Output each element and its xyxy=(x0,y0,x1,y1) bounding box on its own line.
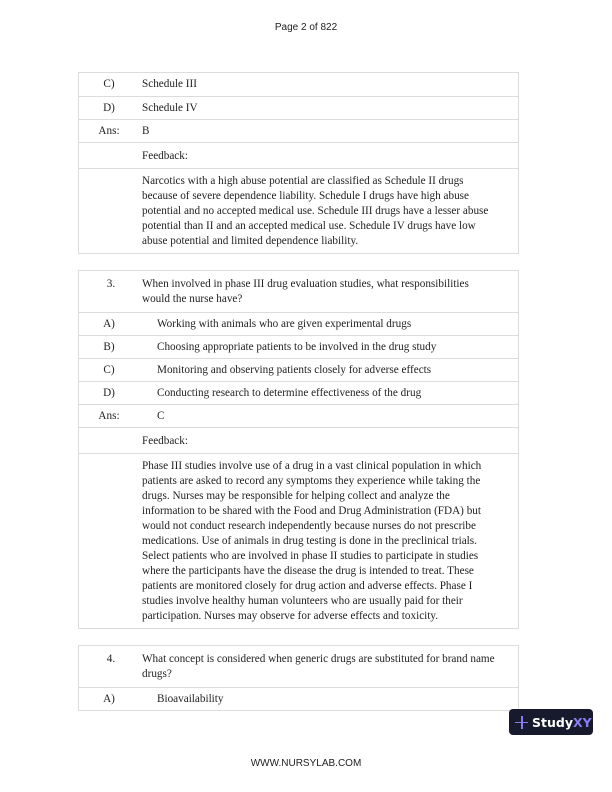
option-row-b xyxy=(79,335,518,358)
feedback-label-row xyxy=(79,427,518,453)
answer-label: Ans: xyxy=(98,410,120,422)
answer-row xyxy=(79,119,518,142)
badge-suffix: XY xyxy=(572,714,592,730)
question-row xyxy=(79,646,518,687)
option-text: Choosing appropriate patients to be involved in the drug study xyxy=(157,341,437,353)
option-label: C) xyxy=(103,78,115,90)
plus-icon xyxy=(515,716,528,729)
option-row-c xyxy=(79,358,518,381)
option-label: D) xyxy=(103,102,115,114)
studyxy-badge[interactable] xyxy=(509,709,593,735)
feedback-label: Feedback: xyxy=(142,435,188,447)
option-label: B) xyxy=(103,341,115,353)
option-label: D) xyxy=(103,387,115,399)
feedback-text: Narcotics with a high abuse potential are classified as Schedule II drugs because of severe dependence liability. Schedule I drugs have high abuse potential and no accepted medical use. Schedule III drugs have a lesser abuse potential than II and an accepted medical use. Schedule IV drugs have low abuse potential and limited dependence liability. xyxy=(79,168,518,253)
option-row-d xyxy=(79,96,518,119)
page-indicator: Page 2 of 822 xyxy=(274,22,338,33)
question-block-3 xyxy=(78,270,519,629)
option-row-c xyxy=(79,73,518,96)
question-block-2-continued xyxy=(78,72,519,254)
feedback-label-row xyxy=(79,142,518,168)
question-number: 3. xyxy=(106,278,116,290)
question-text: What concept is considered when generic drugs are substituted for brand name drugs? xyxy=(142,653,495,680)
answer-row xyxy=(79,404,518,427)
question-row xyxy=(79,271,518,312)
answer-value: C xyxy=(157,410,165,422)
feedback-text: Phase III studies involve use of a drug in a vast clinical population in which patients are asked to record any symptoms they experience while taking the drugs. Nurses may be responsible for helping collect and analyze the information to be shared with the Food and Drug Administration (FDA) but would not conduct research independently because nurses do not prescribe medications. Use of animals in drug testing is done in the preclinical trials. Select patients who are involved in phase II studies to participate in studies where the participants have the disease the drug is intended to treat. These patients are monitored closely for drug action and adverse effects. Phase I studies involve healthy human volunteers who are usually paid for their participation. Nurses may observe for adverse effects and toxicity. xyxy=(79,453,518,628)
option-label: A) xyxy=(103,693,115,705)
option-row-a xyxy=(79,312,518,335)
option-text: Conducting research to determine effectiveness of the drug xyxy=(157,387,422,399)
option-text: Schedule III xyxy=(142,78,197,90)
badge-prefix: Study xyxy=(532,714,573,730)
option-text: Schedule IV xyxy=(142,102,198,114)
footer-site: WWW.NURSYLAB.COM xyxy=(250,758,362,769)
question-block-4 xyxy=(78,645,519,711)
feedback-label: Feedback: xyxy=(142,150,188,162)
answer-value: B xyxy=(142,125,150,137)
option-row-a xyxy=(79,687,518,710)
question-text: When involved in phase III drug evaluation studies, what responsibilities would the nurse have? xyxy=(142,278,469,305)
option-label: A) xyxy=(103,318,115,330)
option-label: C) xyxy=(103,364,115,376)
question-number: 4. xyxy=(106,653,116,665)
option-text: Monitoring and observing patients closely for adverse effects xyxy=(157,364,432,376)
answer-label: Ans: xyxy=(98,125,120,137)
option-text: Working with animals who are given experimental drugs xyxy=(157,318,412,330)
option-text: Bioavailability xyxy=(157,693,224,705)
option-row-d xyxy=(79,381,518,404)
